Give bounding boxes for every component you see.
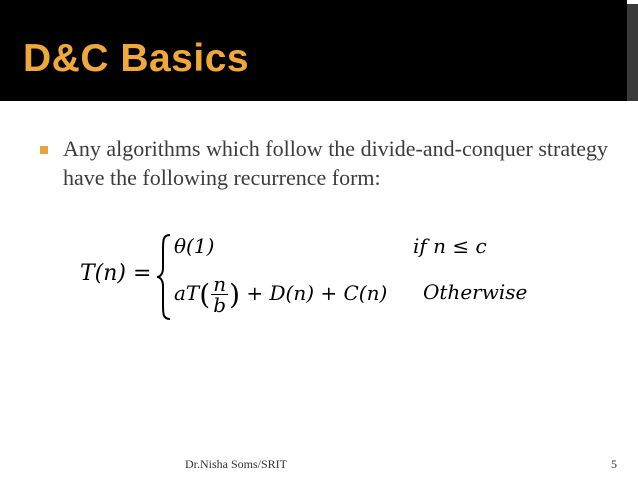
recurrence-formula xyxy=(80,232,560,322)
formula-lhs: T(n) = xyxy=(80,261,152,286)
paren-open: ( xyxy=(199,278,211,311)
fraction-denominator: b xyxy=(213,293,227,317)
case1-condition: if n ≤ c xyxy=(413,234,487,258)
paren-close: ) xyxy=(229,278,241,311)
case2-prefix: aT xyxy=(174,281,200,305)
case2-suffix: + D(n) + C(n) xyxy=(246,281,388,305)
case2-condition: Otherwise xyxy=(423,280,528,304)
slide-title: D&C Basics xyxy=(23,37,250,80)
title-bar-shadow xyxy=(627,4,638,101)
footer-author: Dr.Nisha Soms/SRIT xyxy=(185,457,288,471)
case1-expression: θ(1) xyxy=(174,234,215,258)
bullet-text: Any algorithms which follow the divide-and-conquer strategy have the following recurrence form: xyxy=(63,136,608,190)
page-number: 5 xyxy=(611,457,617,471)
case2-expression xyxy=(174,274,387,315)
fraction-numerator: n xyxy=(213,272,227,296)
left-brace-icon xyxy=(155,232,173,322)
fraction xyxy=(211,274,228,315)
bullet-square-icon xyxy=(40,146,48,154)
